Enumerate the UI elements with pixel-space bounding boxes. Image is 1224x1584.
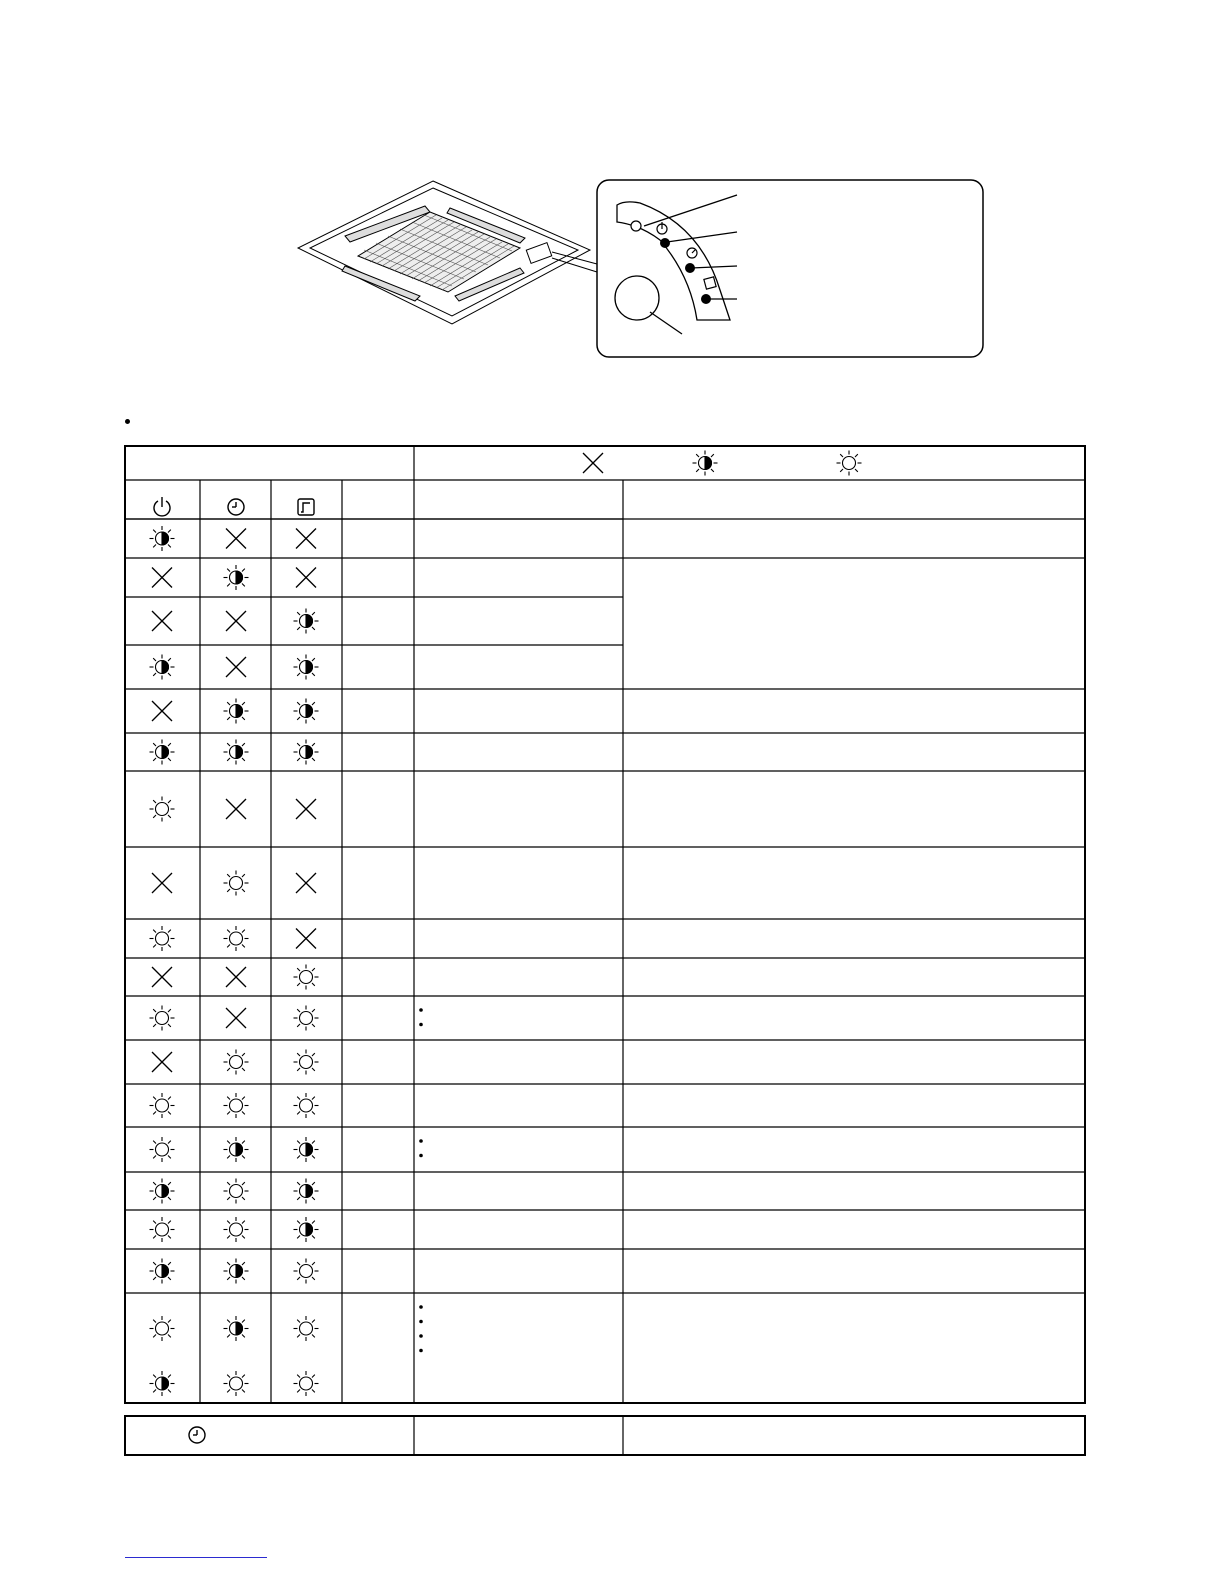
row-14-lamp-3-blink-icon	[294, 1137, 319, 1162]
row-3-lamp-3-blink-icon	[294, 609, 319, 634]
row-9-lamp-1-on-icon	[150, 926, 175, 951]
row-17-lamp-3-on-icon	[294, 1259, 319, 1284]
timer-icon	[228, 499, 244, 515]
row-10-lamp-2-off-icon	[226, 967, 246, 987]
row-10-lamp-1-off-icon	[152, 967, 172, 987]
row-5-lamp-2-blink-icon	[224, 699, 249, 724]
row-9-lamp-2-on-icon	[224, 926, 249, 951]
row-18-lamp-2-blink-icon	[224, 1316, 249, 1341]
legend-blink-icon	[693, 451, 718, 476]
row-13-lamp-1-on-icon	[150, 1093, 175, 1118]
row-16-lamp-1-on-icon	[150, 1217, 175, 1242]
row-3-lamp-2-off-icon	[226, 611, 246, 631]
row-10-lamp-3-on-icon	[294, 965, 319, 990]
row-12-lamp-2-on-icon	[224, 1050, 249, 1075]
row-4-lamp-1-blink-icon	[150, 655, 175, 680]
filter-icon	[298, 499, 314, 515]
row-1-lamp-3-off-icon	[296, 529, 316, 549]
row-11-lamp-2-off-icon	[226, 1008, 246, 1028]
timer-note-row	[125, 1416, 1085, 1455]
row-13-lamp-2-on-icon	[224, 1093, 249, 1118]
row-11-bullet	[419, 1008, 423, 1012]
row-1-lamp-2-off-icon	[226, 529, 246, 549]
row-16-lamp-2-on-icon	[224, 1217, 249, 1242]
row-17-lamp-2-blink-icon	[224, 1259, 249, 1284]
row-18-bullet	[419, 1334, 423, 1338]
row-8-lamp-1-off-icon	[152, 873, 172, 893]
row-18-bullet	[419, 1305, 423, 1309]
row-19-lamp-1-blink-icon	[150, 1371, 175, 1396]
row-14-lamp-1-on-icon	[150, 1137, 175, 1162]
row-18-lamp-1-on-icon	[150, 1316, 175, 1341]
row-2-lamp-2-blink-icon	[224, 565, 249, 590]
row-12-lamp-3-on-icon	[294, 1050, 319, 1075]
row-11-bullet	[419, 1023, 423, 1027]
row-6-lamp-1-blink-icon	[150, 740, 175, 765]
row-6-lamp-2-blink-icon	[224, 740, 249, 765]
row-8-lamp-3-off-icon	[296, 873, 316, 893]
legend-on-icon	[837, 451, 862, 476]
row-2-lamp-3-off-icon	[296, 568, 316, 588]
row-13-lamp-3-on-icon	[294, 1093, 319, 1118]
row-7-lamp-3-off-icon	[296, 799, 316, 819]
row-19-lamp-2-on-icon	[224, 1371, 249, 1396]
row-19-lamp-3-on-icon	[294, 1371, 319, 1396]
row-9-lamp-3-off-icon	[296, 929, 316, 949]
row-11-lamp-3-on-icon	[294, 1006, 319, 1031]
row-6-lamp-3-blink-icon	[294, 740, 319, 765]
row-5-lamp-1-off-icon	[152, 701, 172, 721]
power-icon	[154, 497, 170, 516]
bottom-timer-icon	[189, 1427, 205, 1443]
row-8-lamp-2-on-icon	[224, 871, 249, 896]
row-14-lamp-2-blink-icon	[224, 1137, 249, 1162]
row-12-lamp-1-off-icon	[152, 1052, 172, 1072]
row-2-lamp-1-off-icon	[152, 568, 172, 588]
row-15-lamp-2-on-icon	[224, 1179, 249, 1204]
row-4-lamp-3-blink-icon	[294, 655, 319, 680]
row-15-lamp-3-blink-icon	[294, 1179, 319, 1204]
row-18-bullet	[419, 1320, 423, 1324]
row-14-bullet	[419, 1139, 423, 1143]
footnote-rule	[125, 1557, 267, 1558]
row-18-lamp-3-on-icon	[294, 1316, 319, 1341]
row-15-lamp-1-blink-icon	[150, 1179, 175, 1204]
row-11-lamp-1-on-icon	[150, 1006, 175, 1031]
row-17-lamp-1-blink-icon	[150, 1259, 175, 1284]
row-14-bullet	[419, 1154, 423, 1158]
row-7-lamp-1-on-icon	[150, 797, 175, 822]
row-4-lamp-2-off-icon	[226, 657, 246, 677]
row-1-lamp-1-blink-icon	[150, 526, 175, 551]
legend-off-icon	[583, 453, 603, 473]
row-3-lamp-1-off-icon	[152, 611, 172, 631]
row-16-lamp-3-blink-icon	[294, 1217, 319, 1242]
row-7-lamp-2-off-icon	[226, 799, 246, 819]
row-18-bullet	[419, 1349, 423, 1353]
row-5-lamp-3-blink-icon	[294, 699, 319, 724]
